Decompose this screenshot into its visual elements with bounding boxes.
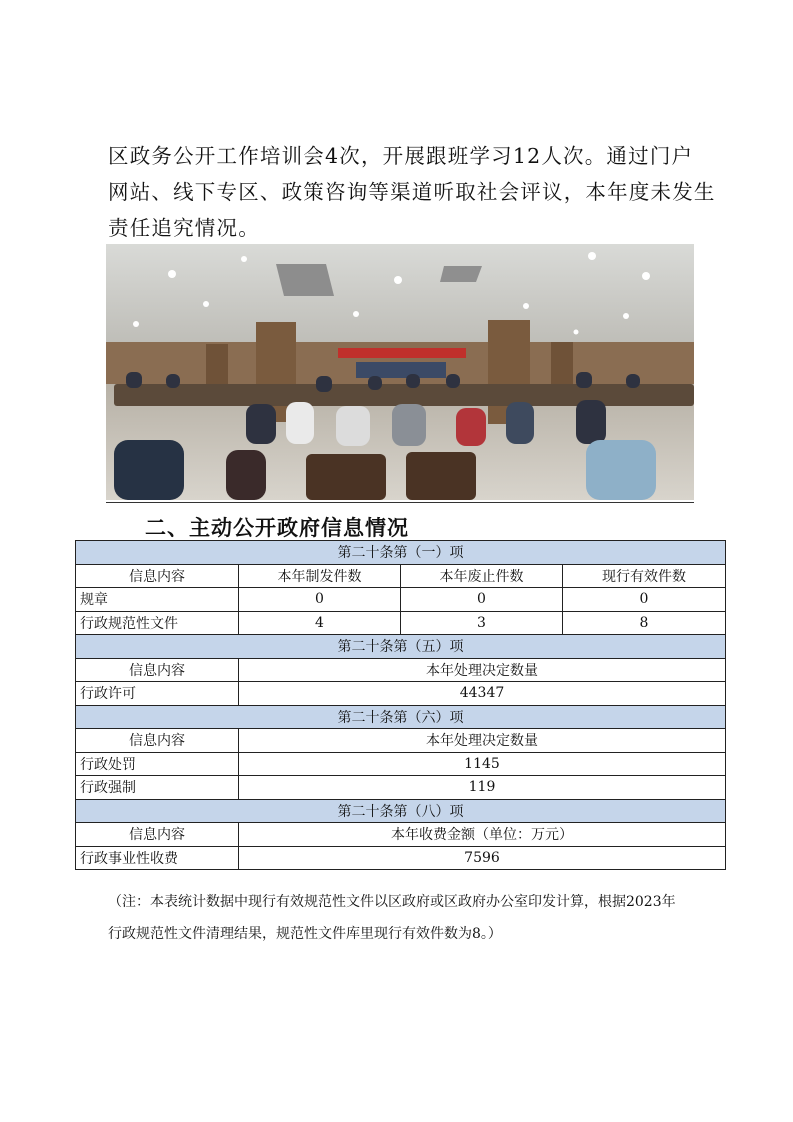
section-heading: 第二十条第（六）项: [76, 705, 726, 729]
paragraph-line: 责任追究情况。: [108, 216, 260, 240]
cell-value: 0: [563, 588, 726, 612]
cell-value: 1145: [239, 752, 726, 776]
row-label: 行政规范性文件: [76, 611, 239, 635]
column-header: 本年处理决定数量: [239, 729, 726, 753]
table-section-row: [76, 635, 726, 659]
table-row: [76, 611, 726, 635]
note-line: （注：本表统计数据中现行有效规范性文件以区政府或区政府办公室印发计算，根据2023年: [108, 894, 676, 910]
table-section-row: [76, 705, 726, 729]
cell-value: 44347: [239, 682, 726, 706]
cell-value: 0: [239, 588, 401, 612]
cell-value: 119: [239, 776, 726, 800]
row-label: 行政事业性收费: [76, 846, 239, 870]
table-header-row: [76, 564, 726, 588]
column-header: 信息内容: [76, 658, 239, 682]
paragraph-line: 区政务公开工作培训会4次，开展跟班学习12人次。通过门户: [108, 144, 694, 168]
section-title: 二、主动公开政府信息情况: [145, 516, 409, 540]
meeting-room-photo: [106, 244, 694, 500]
column-header: 本年收费金额（单位：万元）: [239, 823, 726, 847]
photo-divider: [106, 502, 694, 503]
table-row: [76, 682, 726, 706]
note-line: 行政规范性文件清理结果，规范性文件库里现行有效件数为8。）: [108, 926, 502, 942]
row-label: 规章: [76, 588, 239, 612]
table-header-row: [76, 729, 726, 753]
column-header: 信息内容: [76, 564, 239, 588]
table-note: [108, 886, 708, 950]
table-row: [76, 776, 726, 800]
body-paragraph: [108, 138, 716, 246]
table-row: [76, 588, 726, 612]
column-header: 现行有效件数: [563, 564, 726, 588]
cell-value: 3: [401, 611, 563, 635]
column-header: 信息内容: [76, 823, 239, 847]
table-row: [76, 846, 726, 870]
row-label: 行政强制: [76, 776, 239, 800]
table-row: [76, 752, 726, 776]
column-header: 信息内容: [76, 729, 239, 753]
cell-value: 7596: [239, 846, 726, 870]
cell-value: 8: [563, 611, 726, 635]
table-section-row: [76, 799, 726, 823]
cell-value: 0: [401, 588, 563, 612]
cell-value: 4: [239, 611, 401, 635]
ceiling-vent: [440, 266, 482, 282]
column-header: 本年废止件数: [401, 564, 563, 588]
paragraph-line: 网站、线下专区、政策咨询等渠道听取社会评议，本年度未发生: [108, 180, 716, 204]
section-heading: 第二十条第（一）项: [76, 541, 726, 565]
stage-banner: [338, 348, 466, 358]
table-header-row: [76, 658, 726, 682]
table-section-row: [76, 541, 726, 565]
row-label: 行政许可: [76, 682, 239, 706]
section-heading: 第二十条第（五）项: [76, 635, 726, 659]
row-label: 行政处罚: [76, 752, 239, 776]
column-header: 本年制发件数: [239, 564, 401, 588]
section-heading: 第二十条第（八）项: [76, 799, 726, 823]
table-header-row: [76, 823, 726, 847]
ceiling-vent: [276, 264, 334, 296]
column-header: 本年处理决定数量: [239, 658, 726, 682]
government-info-table: [75, 540, 726, 870]
